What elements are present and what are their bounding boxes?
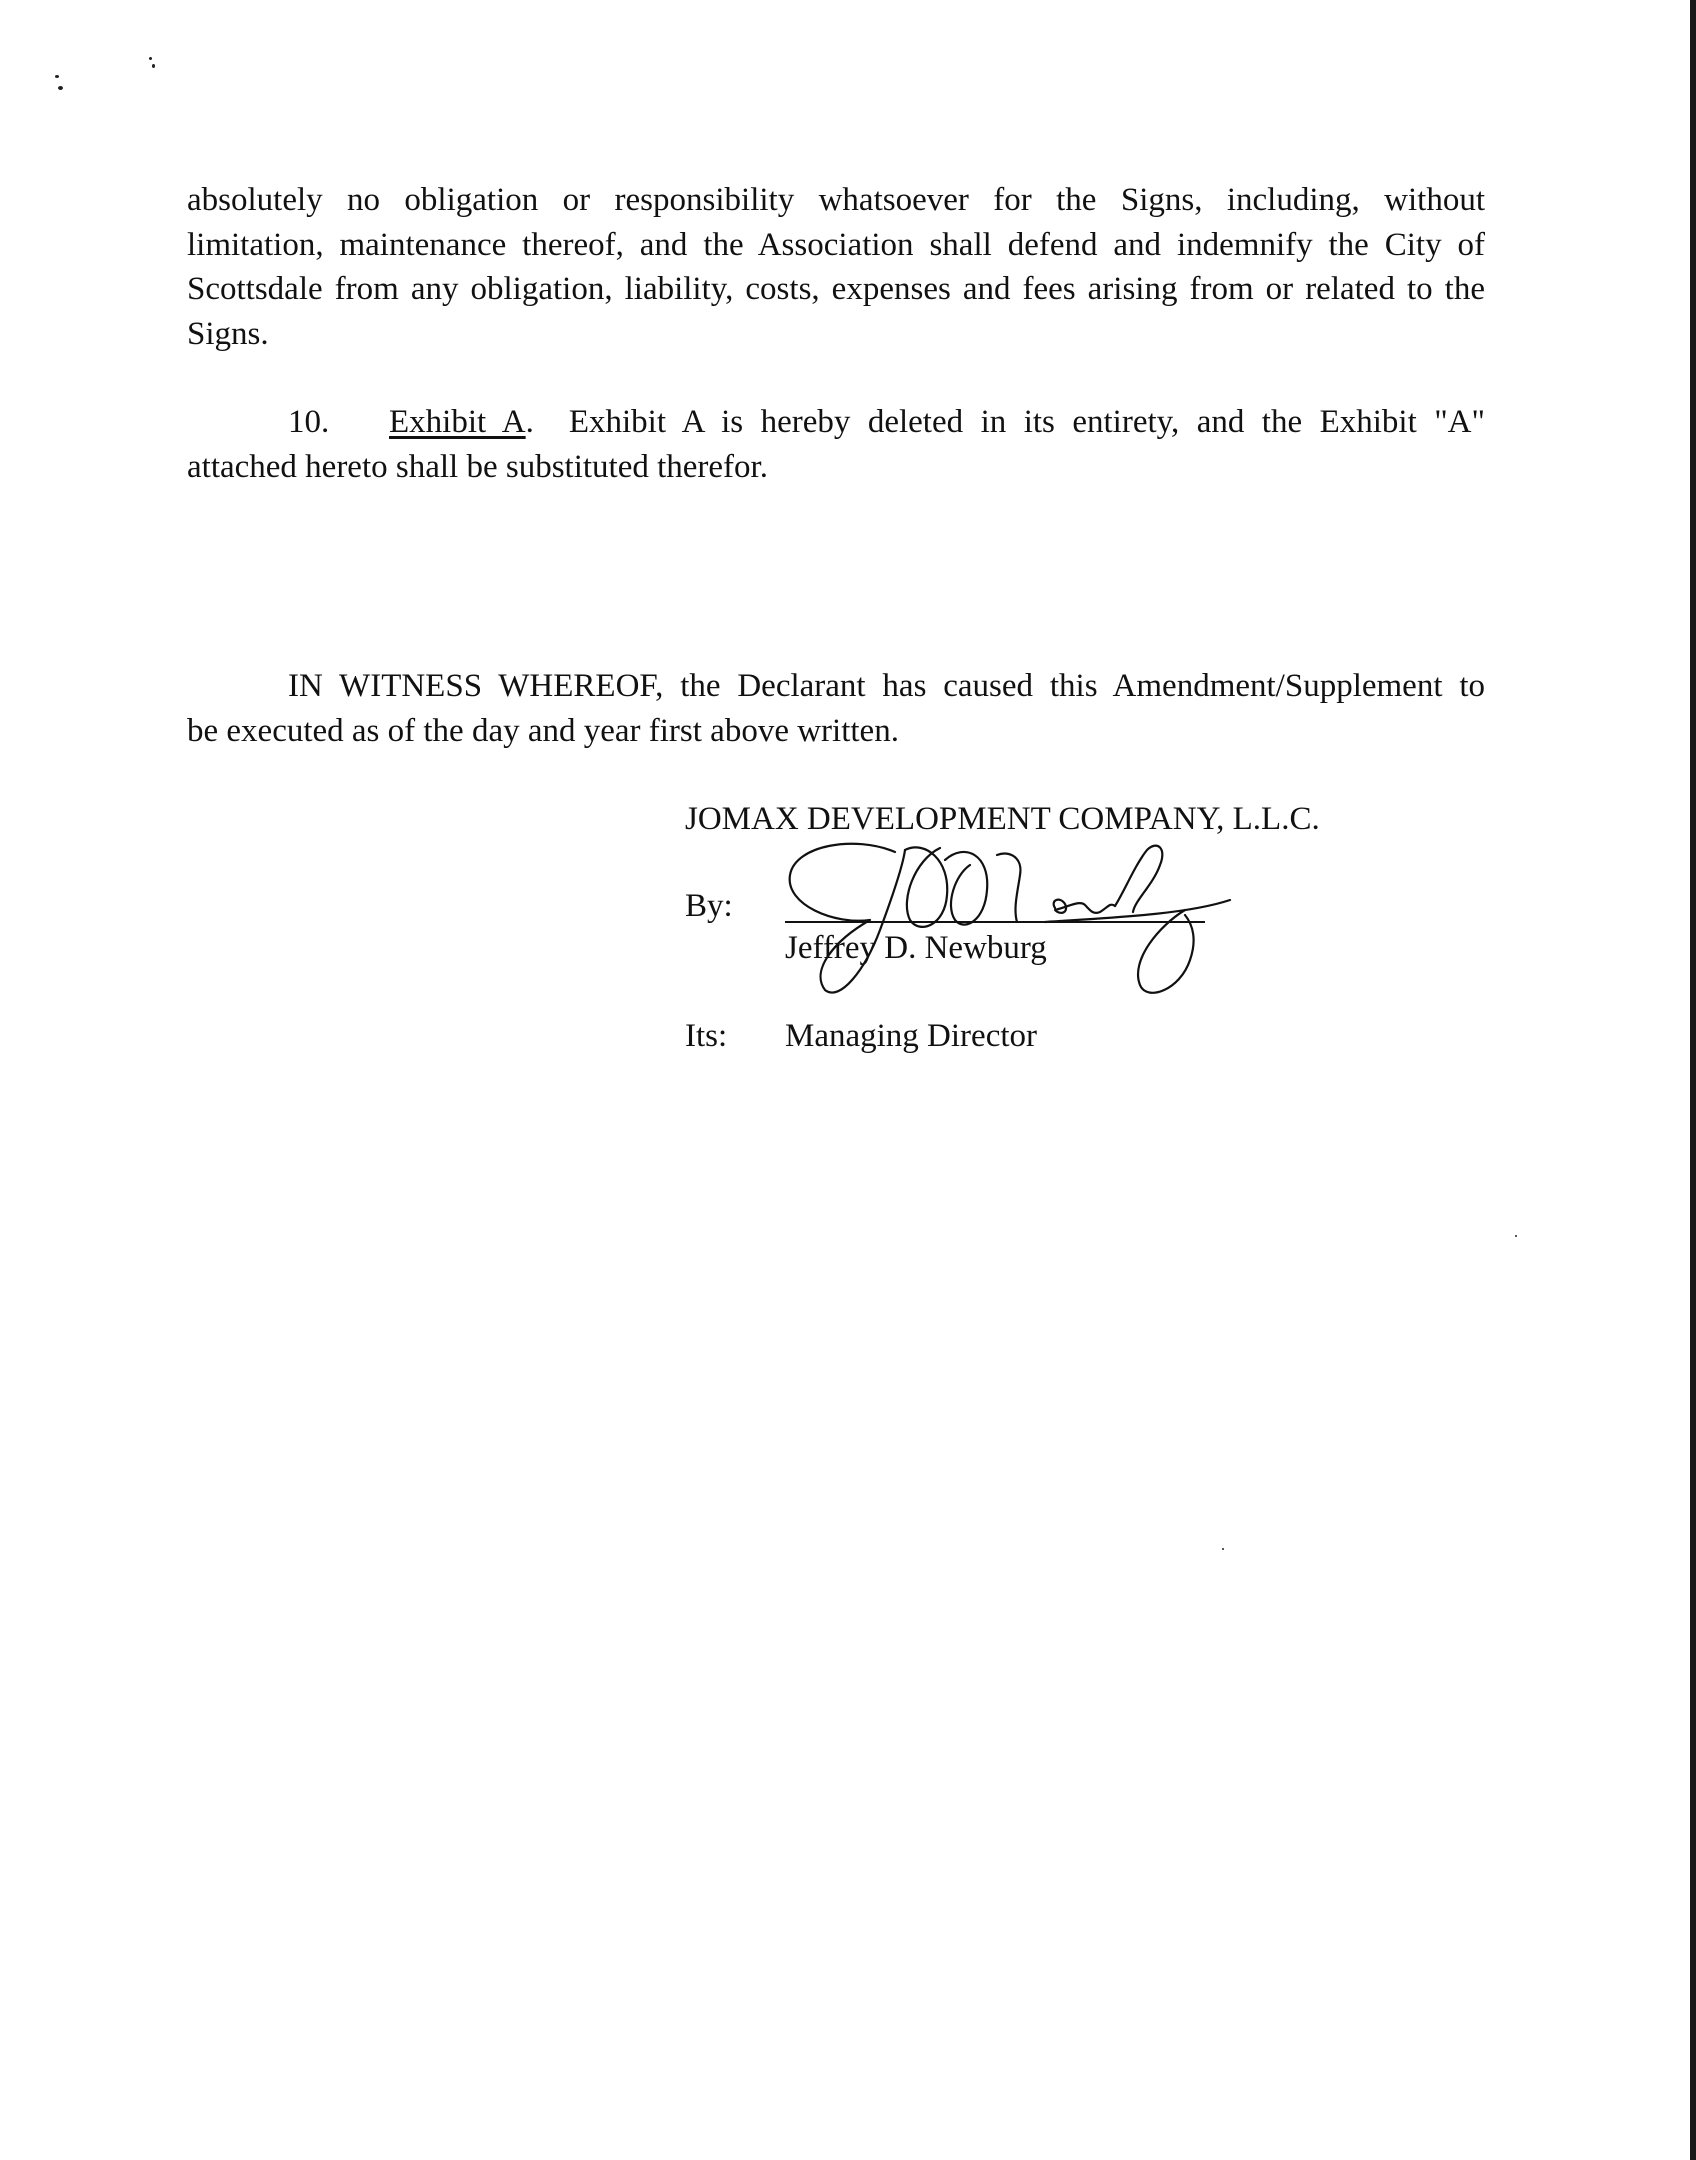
paragraph-line: attached hereto shall be substituted therefor. (187, 448, 768, 485)
scan-speck (149, 57, 152, 60)
scan-speck (58, 86, 63, 90)
paragraph-9-continuation (187, 178, 1485, 356)
scan-speck (1222, 1548, 1224, 1550)
paragraph-number: 10. (288, 404, 330, 440)
by-label: By: (685, 888, 733, 924)
paragraph-line: Signs. (187, 315, 269, 352)
witness-clause (187, 664, 1485, 753)
heading-period: . (525, 404, 534, 440)
its-label: Its: (685, 1018, 728, 1054)
paragraph-line: Exhibit A is hereby deleted in its entirety, and the Exhibit "A" (568, 404, 1485, 440)
scan-page-edge (1690, 0, 1696, 2160)
exhibit-heading: Exhibit A (389, 404, 526, 440)
signer-title: Managing Director (785, 1018, 1037, 1054)
paragraph-line: limitation, maintenance thereof, and the Association shall defend and indemnify the City of (187, 226, 1485, 263)
paragraph-line: absolutely no obligation or responsibility whatsoever for the Signs, including, without (187, 182, 1485, 218)
paragraph-10-first-line (187, 400, 1485, 445)
paragraph-line: be executed as of the day and year first above written. (187, 712, 899, 749)
company-name: JOMAX DEVELOPMENT COMPANY, L.L.C. (685, 801, 1320, 837)
paragraph-10 (187, 400, 1485, 489)
paragraph-line: Scottsdale from any obligation, liability, costs, expenses and fees arising from or related to the (187, 271, 1485, 307)
scan-speck (55, 75, 59, 78)
scan-speck (152, 64, 155, 68)
scan-speck (1515, 1235, 1517, 1237)
paragraph-line: IN WITNESS WHEREOF, the Declarant has caused this Amendment/Supplement to (288, 668, 1485, 704)
witness-first-line (187, 664, 1485, 709)
signer-name: Jeffrey D. Newburg (785, 930, 1047, 966)
handwritten-signature (775, 830, 1245, 1005)
